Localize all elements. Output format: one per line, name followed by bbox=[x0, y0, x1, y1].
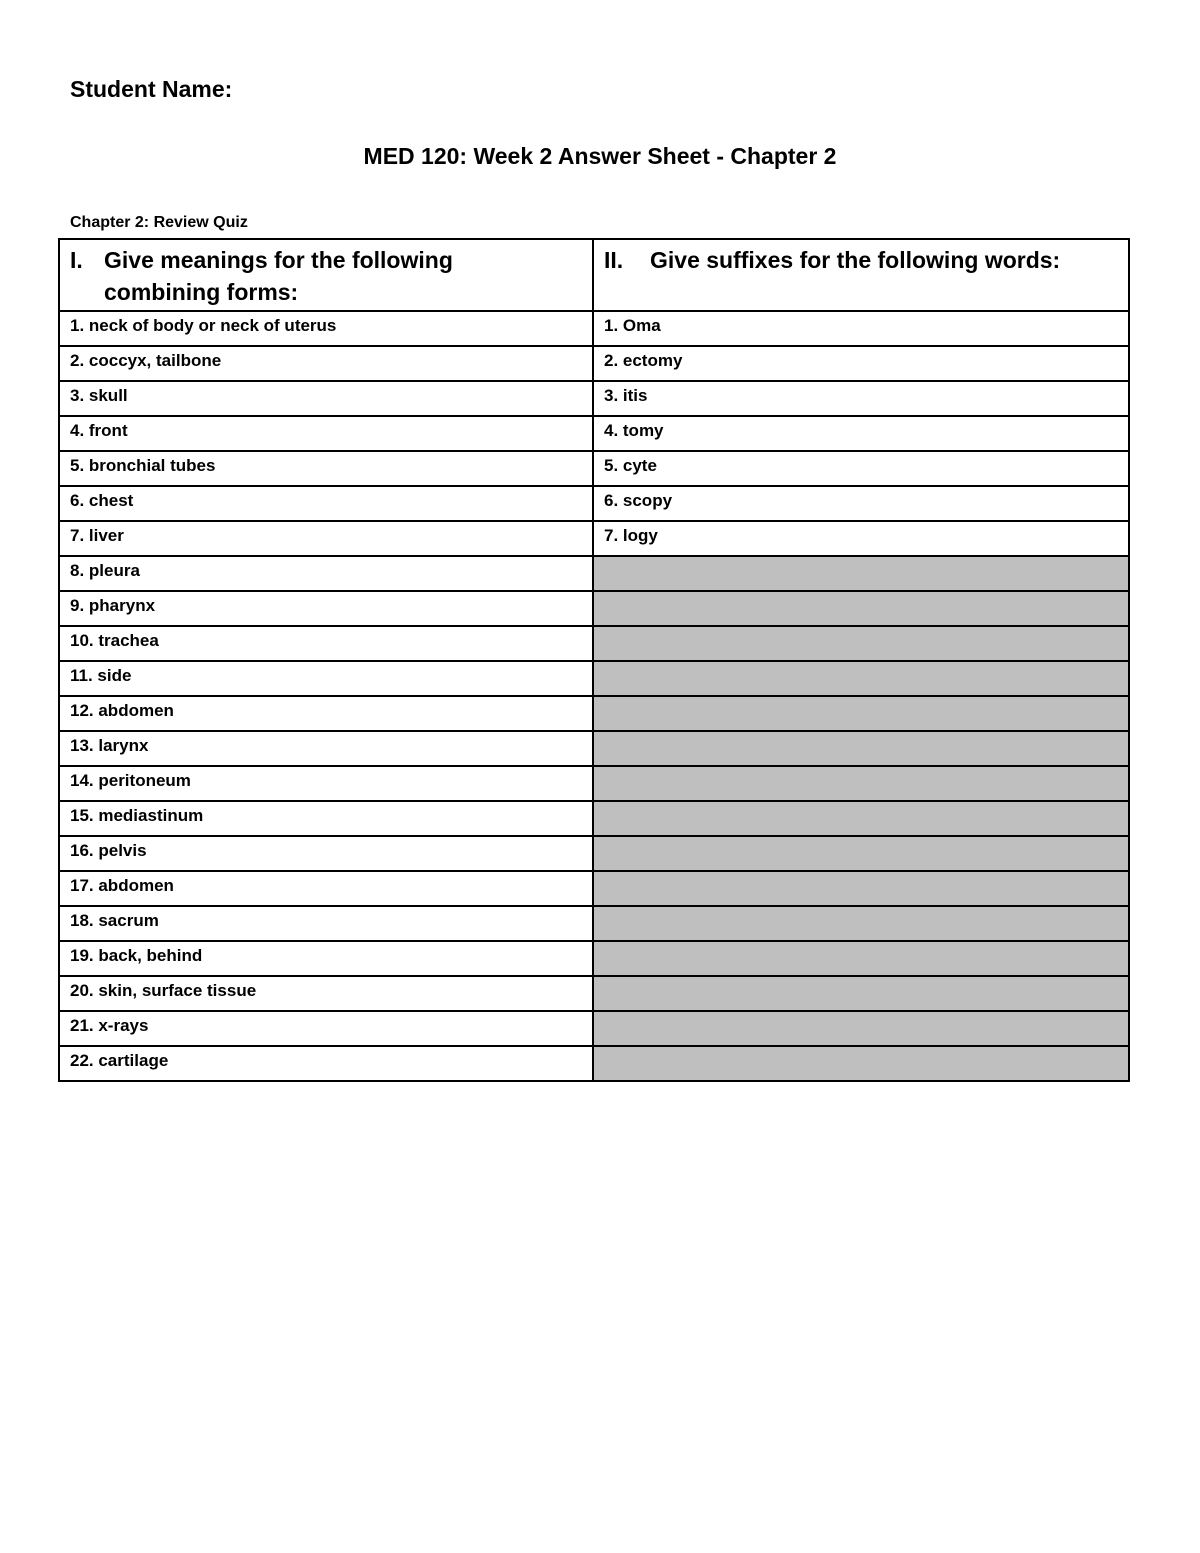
meaning-cell: 8. pleura bbox=[59, 556, 593, 591]
meaning-cell: 15. mediastinum bbox=[59, 801, 593, 836]
meaning-cell: 5. bronchial tubes bbox=[59, 451, 593, 486]
table-row bbox=[59, 521, 1129, 556]
table-row bbox=[59, 801, 1129, 836]
shaded-cell bbox=[593, 766, 1129, 801]
meaning-cell: 3. skull bbox=[59, 381, 593, 416]
meaning-cell: 19. back, behind bbox=[59, 941, 593, 976]
table-row bbox=[59, 731, 1129, 766]
suffix-cell: 6. scopy bbox=[593, 486, 1129, 521]
shaded-cell bbox=[593, 556, 1129, 591]
meaning-cell: 13. larynx bbox=[59, 731, 593, 766]
table-row bbox=[59, 766, 1129, 801]
table-row bbox=[59, 486, 1129, 521]
meaning-cell: 6. chest bbox=[59, 486, 593, 521]
meaning-cell: 10. trachea bbox=[59, 626, 593, 661]
suffix-cell: 3. itis bbox=[593, 381, 1129, 416]
shaded-cell bbox=[593, 1046, 1129, 1081]
quiz-label: Chapter 2: Review Quiz bbox=[70, 214, 248, 231]
table-row bbox=[59, 1046, 1129, 1081]
table-row bbox=[59, 871, 1129, 906]
col1-header-text: Give meanings for the following combining forms: bbox=[104, 247, 453, 305]
meaning-cell: 4. front bbox=[59, 416, 593, 451]
table-header-row bbox=[59, 239, 1129, 311]
table-row bbox=[59, 976, 1129, 1011]
shaded-cell bbox=[593, 976, 1129, 1011]
table-row bbox=[59, 661, 1129, 696]
meaning-cell: 20. skin, surface tissue bbox=[59, 976, 593, 1011]
table-row bbox=[59, 591, 1129, 626]
shaded-cell bbox=[593, 1011, 1129, 1046]
col2-header-number: II. bbox=[604, 247, 624, 273]
shaded-cell bbox=[593, 801, 1129, 836]
table-row bbox=[59, 311, 1129, 346]
shaded-cell bbox=[593, 836, 1129, 871]
meaning-cell: 14. peritoneum bbox=[59, 766, 593, 801]
col2-header-text: Give suffixes for the following words: bbox=[650, 247, 1061, 273]
answer-table bbox=[58, 238, 1130, 1082]
table-row bbox=[59, 416, 1129, 451]
meaning-cell: 18. sacrum bbox=[59, 906, 593, 941]
shaded-cell bbox=[593, 731, 1129, 766]
shaded-cell bbox=[593, 941, 1129, 976]
table-row bbox=[59, 906, 1129, 941]
table-row bbox=[59, 626, 1129, 661]
meaning-cell: 12. abdomen bbox=[59, 696, 593, 731]
col2-header bbox=[593, 239, 1129, 311]
shaded-cell bbox=[593, 871, 1129, 906]
table-row bbox=[59, 696, 1129, 731]
table-row bbox=[59, 556, 1129, 591]
table-row bbox=[59, 346, 1129, 381]
shaded-cell bbox=[593, 906, 1129, 941]
meaning-cell: 16. pelvis bbox=[59, 836, 593, 871]
col1-header-number: I. bbox=[70, 247, 83, 273]
meaning-cell: 22. cartilage bbox=[59, 1046, 593, 1081]
meaning-cell: 7. liver bbox=[59, 521, 593, 556]
suffix-cell: 4. tomy bbox=[593, 416, 1129, 451]
shaded-cell bbox=[593, 661, 1129, 696]
suffix-cell: 2. ectomy bbox=[593, 346, 1129, 381]
shaded-cell bbox=[593, 591, 1129, 626]
meaning-cell: 17. abdomen bbox=[59, 871, 593, 906]
page-title: MED 120: Week 2 Answer Sheet - Chapter 2 bbox=[363, 143, 837, 169]
col1-header bbox=[59, 239, 593, 311]
student-name-label: Student Name: bbox=[70, 76, 233, 102]
suffix-cell: 7. logy bbox=[593, 521, 1129, 556]
meaning-cell: 1. neck of body or neck of uterus bbox=[59, 311, 593, 346]
suffix-cell: 1. Oma bbox=[593, 311, 1129, 346]
table-row bbox=[59, 381, 1129, 416]
suffix-cell: 5. cyte bbox=[593, 451, 1129, 486]
table-row bbox=[59, 836, 1129, 871]
shaded-cell bbox=[593, 626, 1129, 661]
table-row bbox=[59, 451, 1129, 486]
table-row bbox=[59, 941, 1129, 976]
meaning-cell: 11. side bbox=[59, 661, 593, 696]
meaning-cell: 9. pharynx bbox=[59, 591, 593, 626]
meaning-cell: 21. x-rays bbox=[59, 1011, 593, 1046]
table-row bbox=[59, 1011, 1129, 1046]
shaded-cell bbox=[593, 696, 1129, 731]
meaning-cell: 2. coccyx, tailbone bbox=[59, 346, 593, 381]
